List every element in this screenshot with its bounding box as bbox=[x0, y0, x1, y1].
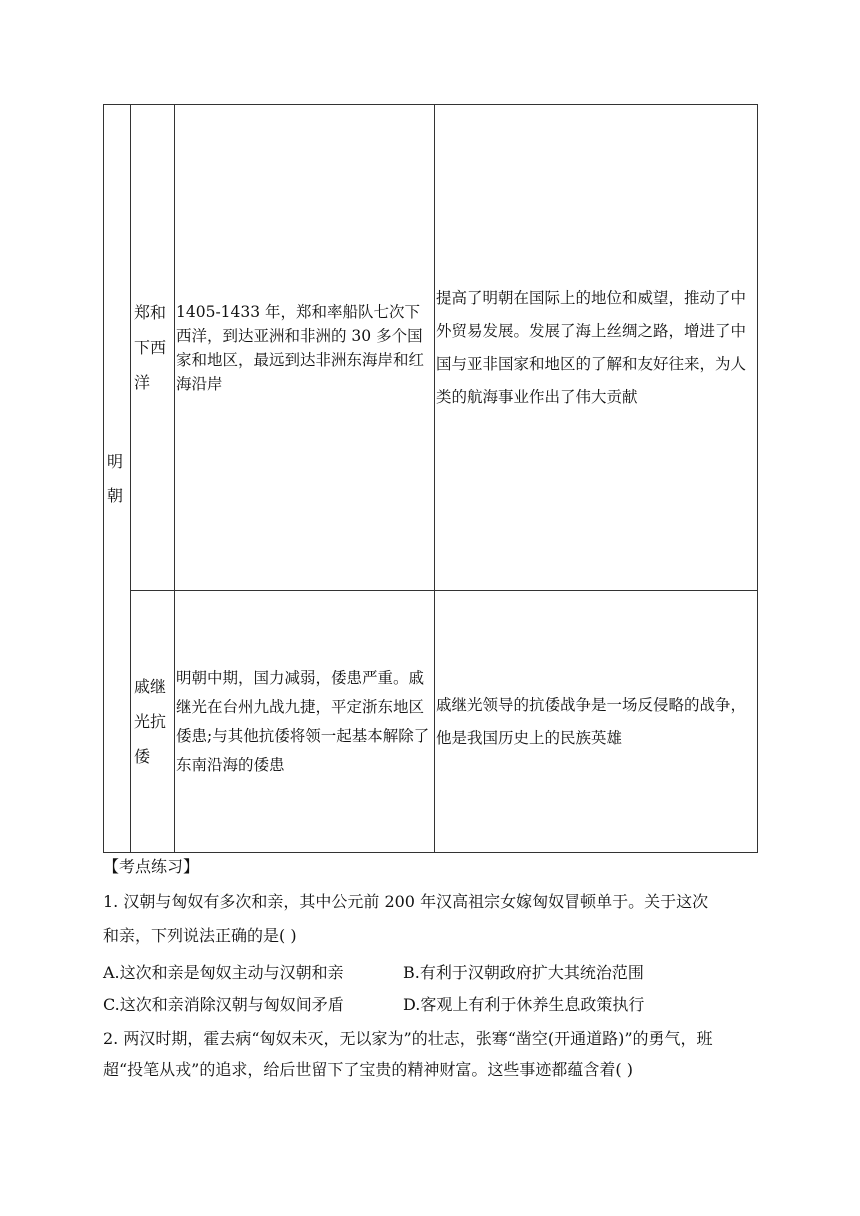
content-text: 明朝中期，国力减弱，倭患严重。戚继光在台州九战九捷，平定浙东地区倭患;与其他抗倭将领一起基本解除了东南沿海的倭患 bbox=[176, 668, 430, 774]
content-cell-qijiguang bbox=[176, 591, 434, 852]
content-cell-zhenghe bbox=[176, 105, 434, 590]
event-label: 戚继光抗倭 bbox=[134, 677, 167, 766]
dynasty-label: 明朝 bbox=[107, 451, 124, 505]
significance-cell-qijiguang bbox=[436, 591, 754, 852]
significance-text: 提高了明朝在国际上的地位和威望，推动了中外贸易发展。发展了海上丝绸之路，增进了中国与亚非国家和地区的了解和友好往来，为人类的航海事业作出了伟大贡献 bbox=[436, 288, 747, 406]
question-2-line-1: 2. 两汉时期，霍去病“匈奴未灭，无以家为”的壮志，张骞“凿空(开通道路)”的勇气，班 bbox=[103, 1029, 713, 1048]
event-cell-zhenghe bbox=[131, 105, 174, 590]
table-right-border bbox=[757, 104, 758, 853]
table-col-divider-2 bbox=[174, 104, 175, 853]
practice-heading: 【考点练习】 bbox=[103, 857, 200, 876]
table-bottom-border bbox=[103, 852, 758, 853]
significance-cell-zhenghe bbox=[436, 105, 754, 590]
question-1-line-2: 和亲，下列说法正确的是( ) bbox=[103, 926, 297, 945]
content-text: 1405-1433 年，郑和率船队七次下西洋，到达亚洲和非洲的 30 多个国家和地区，最远到达非洲东海岸和红海沿岸 bbox=[176, 302, 425, 393]
question-1-line-1: 1. 汉朝与匈奴有多次和亲，其中公元前 200 年汉高祖宗女嫁匈奴冒顿单于。关于这次 bbox=[103, 892, 709, 911]
event-cell-qijiguang bbox=[131, 591, 174, 852]
question-1-option-a[interactable]: A.这次和亲是匈奴主动与汉朝和亲 bbox=[103, 963, 344, 982]
dynasty-cell bbox=[104, 104, 130, 853]
question-1-option-c[interactable]: C.这次和亲消除汉朝与匈奴间矛盾 bbox=[103, 995, 344, 1014]
question-1-option-b[interactable]: B.有利于汉朝政府扩大其统治范围 bbox=[403, 963, 644, 982]
question-2-line-2: 超“投笔从戎”的追求，给后世留下了宝贵的精神财富。这些事迹都蕴含着( ) bbox=[103, 1060, 633, 1079]
significance-text: 戚继光领导的抗倭战争是一场反侵略的战争，他是我国历史上的民族英雄 bbox=[436, 695, 747, 747]
event-label: 郑和下西洋 bbox=[134, 303, 167, 392]
table-col-divider-3 bbox=[434, 104, 435, 853]
question-1-option-d[interactable]: D.客观上有利于休养生息政策执行 bbox=[403, 995, 645, 1014]
